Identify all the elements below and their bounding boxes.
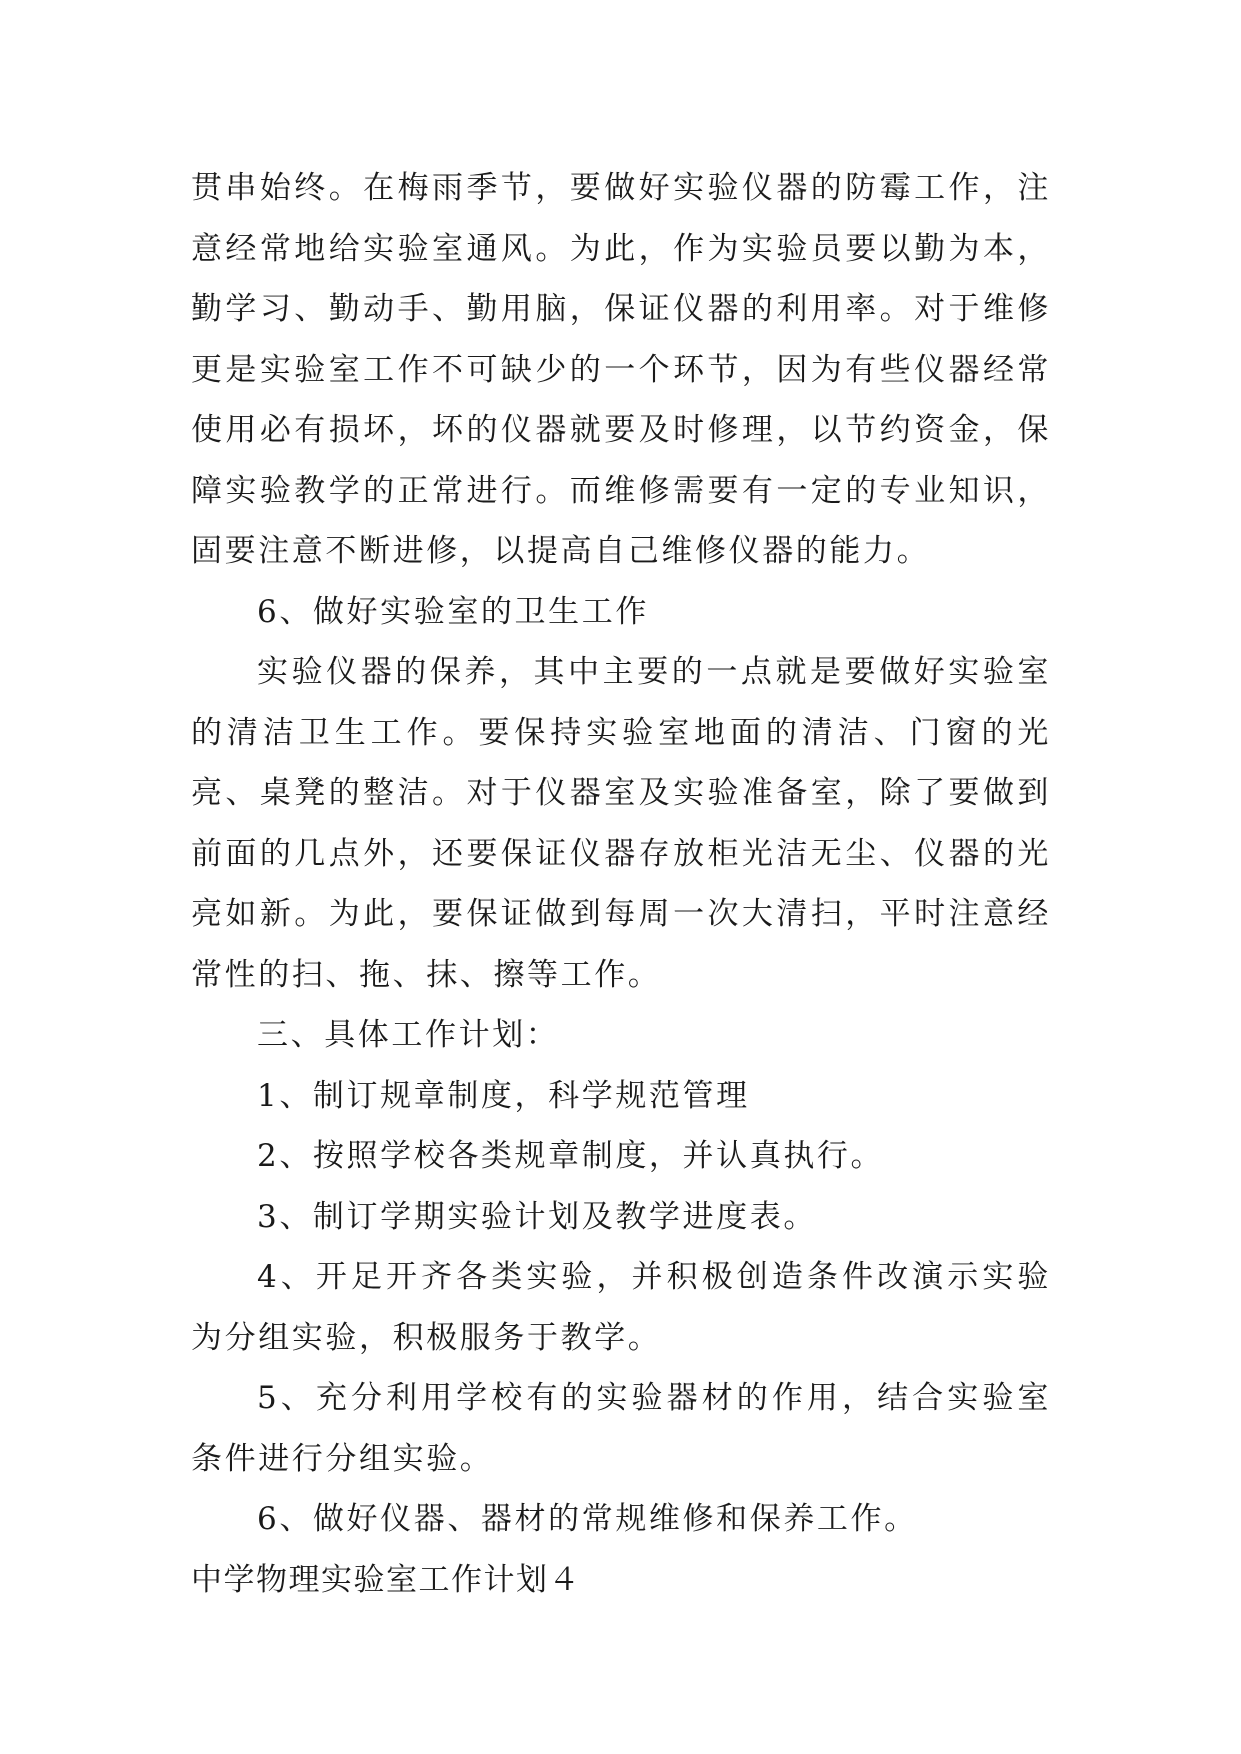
paragraph-list-item: 6、做好仪器、器材的常规维修和保养工作。 <box>257 1501 918 1537</box>
paragraph-body: 实验仪器的保养，其中主要的一点就是要做好实验室的清洁卫生工作。要保持实验室地面的清洁、门窗的光亮、桌凳的整洁。对于仪器室及实验准备室，除了要做到前面的几点外，还要保证仪器存放柜光洁无尘、仪器的光亮如新。为此，要保证做到每周一次大清扫，平时注意经常性的扫、拖、抹、擦等工作。 <box>191 654 1051 993</box>
paragraph-list-item: 5、充分利用学校有的实验器材的作用，结合实验室条件进行分组实验。 <box>191 1380 1051 1477</box>
paragraph-continuation: 贯串始终。在梅雨季节，要做好实验仪器的防霉工作，注意经常地给实验室通风。为此，作为实验员要以勤为本，勤学习、勤动手、勤用脑，保证仪器的利用率。对于维修更是实验室工作不可缺少的一个环节，因为有些仪器经常使用必有损坏，坏的仪器就要及时修理，以节约资金，保障实验教学的正常进行。而维修需要有一定的专业知识，固要注意不断进修，以提高自己维修仪器的能力。 <box>191 170 1051 569</box>
section-heading: 中学物理实验室工作计划４ <box>191 1561 581 1598</box>
paragraph-item-heading: 6、做好实验室的卫生工作 <box>257 593 649 630</box>
paragraph-list-item: 2、按照学校各类规章制度，并认真执行。 <box>257 1138 885 1174</box>
document-body <box>191 158 1051 1610</box>
paragraph-list-item: 4、开足开齐各类实验，并积极创造条件改演示实验为分组实验，积极服务于教学。 <box>191 1259 1051 1356</box>
paragraph-section-title: 三、具体工作计划： <box>257 1017 560 1053</box>
paragraph-list-item: 3、制订学期实验计划及教学进度表。 <box>257 1198 817 1235</box>
paragraph-list-item: 1、制订规章制度，科学规范管理 <box>257 1077 750 1114</box>
